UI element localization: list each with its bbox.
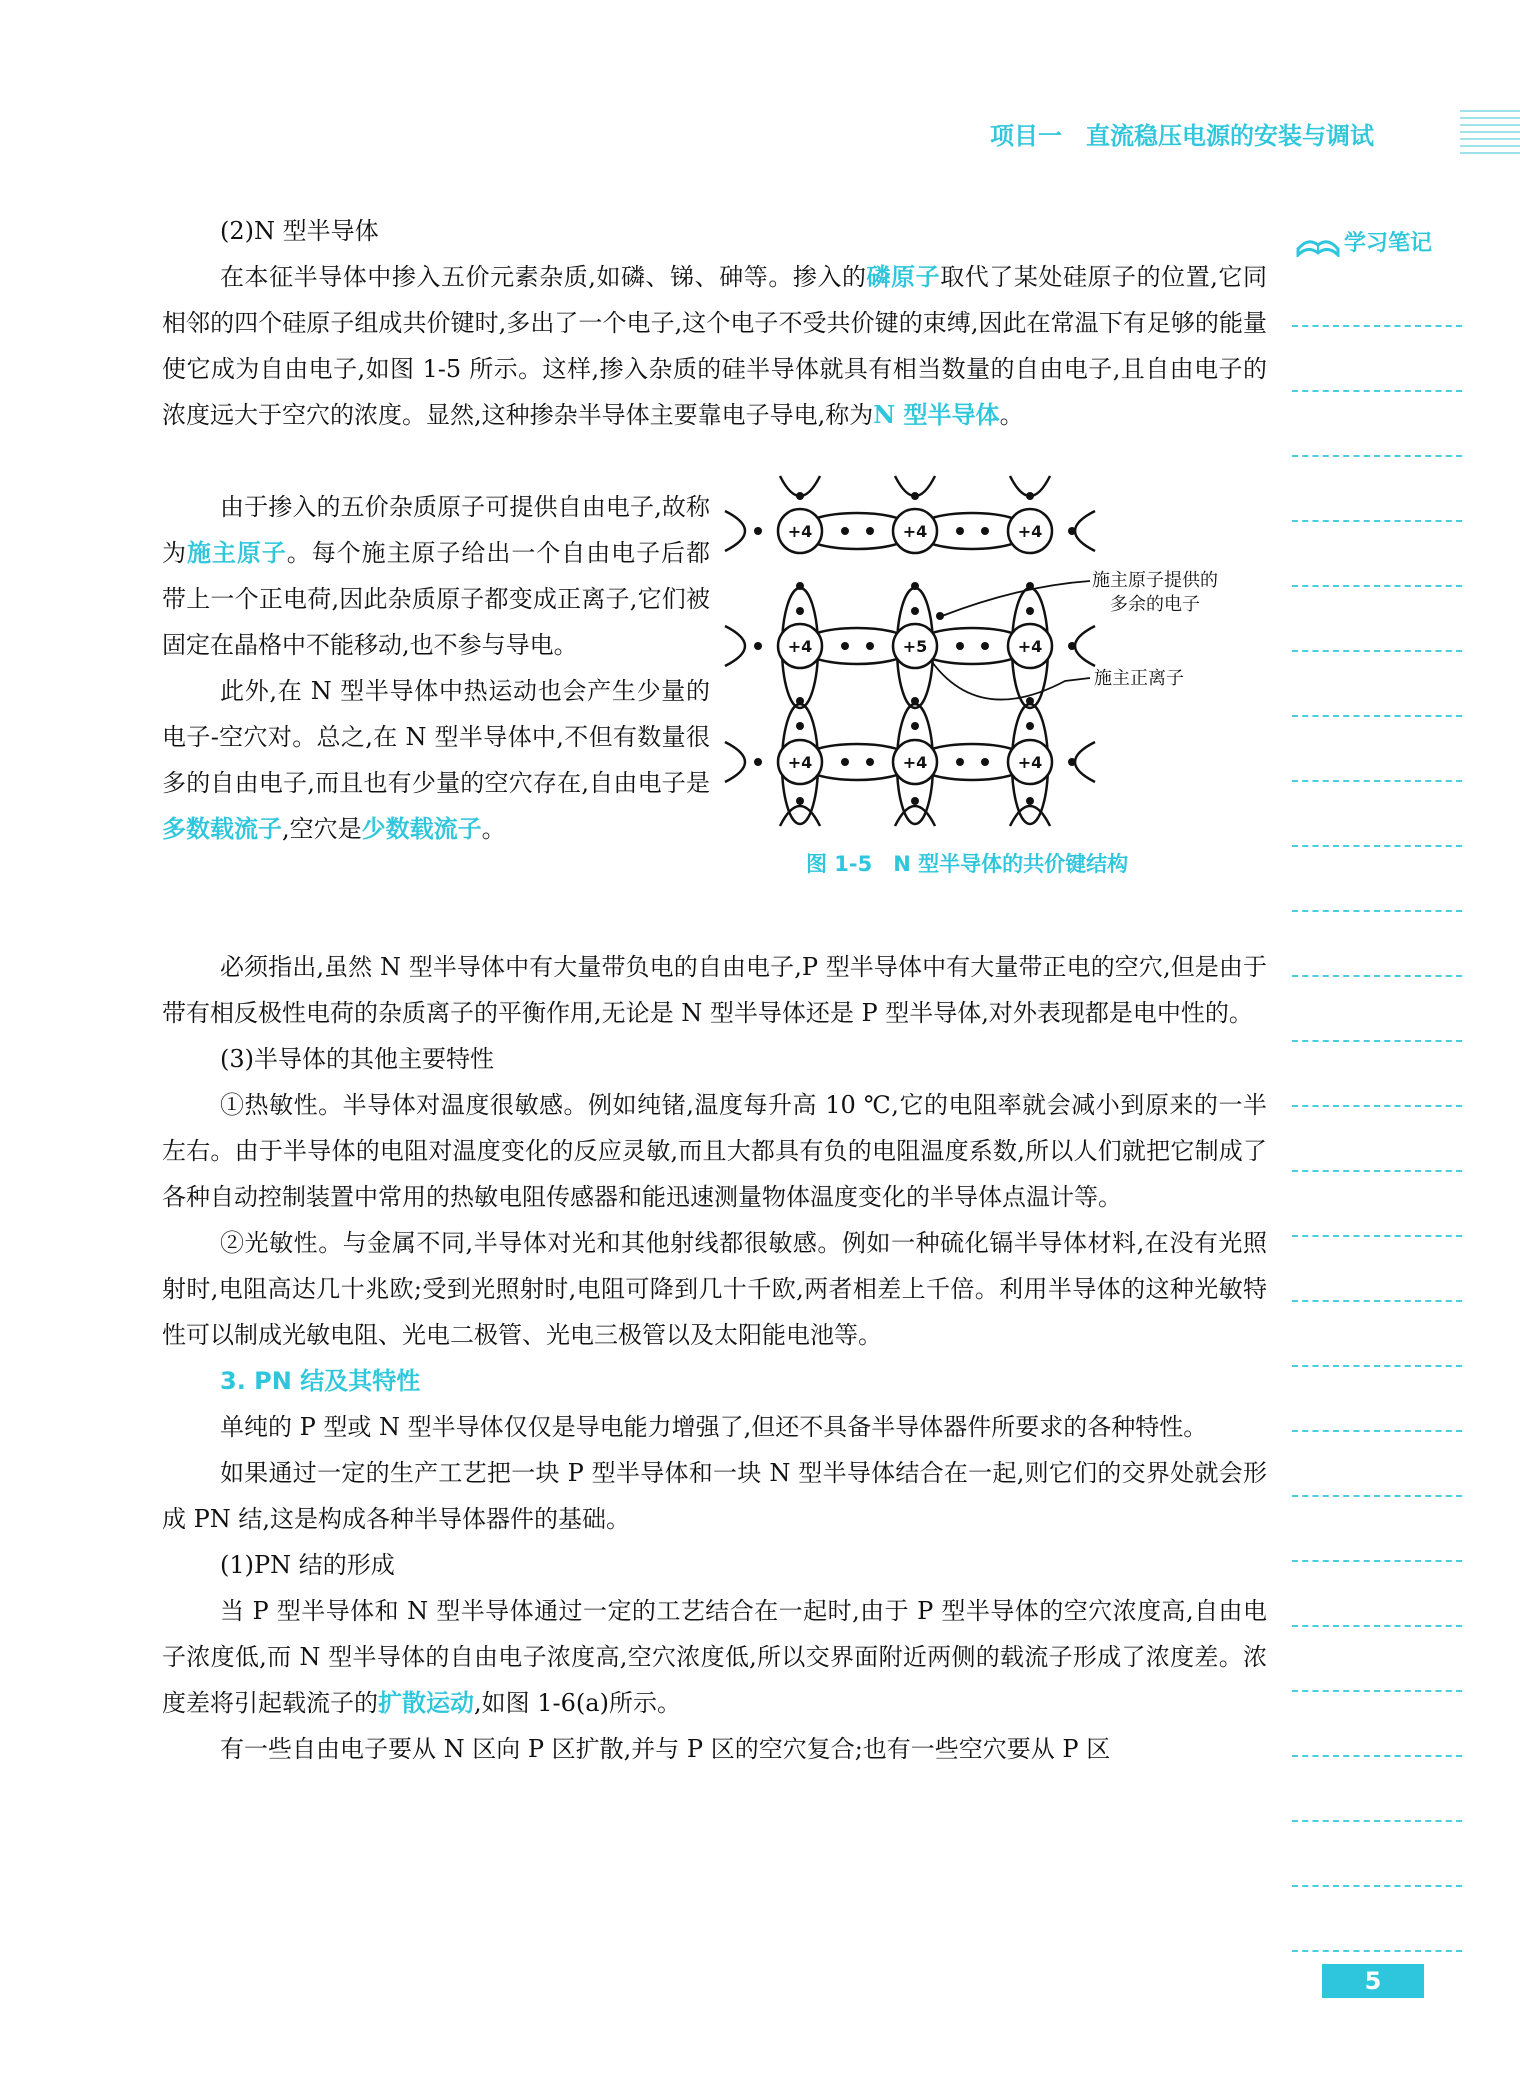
note-line	[1292, 1235, 1462, 1237]
text: 。每个施主原子给出一个自由电子后都带上一个正电荷,因此杂质原子都变成正离子,它们被固定在晶格中不能移动,也不参与导电。	[162, 539, 711, 659]
paragraph	[162, 1588, 1267, 1726]
atom-label: +4	[902, 522, 928, 541]
note-line	[1292, 325, 1462, 327]
running-header: 项目一 直流稳压电源的安装与调试	[990, 122, 1374, 150]
note-line	[1292, 715, 1462, 717]
text: ,如图 1-6(a)所示。	[474, 1689, 681, 1717]
term-n-type: N 型半导体	[873, 400, 1000, 429]
section-n-type	[162, 208, 1267, 438]
label-extra-electron-2: 多余的电子	[1110, 594, 1200, 615]
paragraph	[162, 668, 710, 852]
text: 在本征半导体中掺入五价元素杂质,如磷、锑、砷等。掺入的	[220, 263, 867, 291]
header-decoration	[1460, 110, 1520, 158]
page-number: 5	[1322, 1964, 1424, 1998]
study-notes-text: 学习笔记	[1344, 231, 1433, 256]
paragraph: 有一些自由电子要从 N 区向 P 区扩散,并与 P 区的空穴复合;也有一些空穴要从 P 区	[220, 1735, 1111, 1763]
note-line	[1292, 1950, 1462, 1952]
note-line	[1292, 1365, 1462, 1367]
heading-n-type: (2)N 型半导体	[220, 217, 379, 245]
paragraph: 必须指出,虽然 N 型半导体中有大量带负电的自由电子,P 型半导体中有大量带正电的空穴,但是由于带有相反极性电荷的杂质离子的平衡作用,无论是 N 型半导体还是 P 型半导体,对外表现都是电中性的。	[162, 953, 1267, 1027]
note-line	[1292, 520, 1462, 522]
text: 取代了某处硅原子的位置,它同相邻的四个硅原子组成共价键时,多出了一个电子,这个电子不受共价键的束缚,因此在常温下有足够的能量使它成为自由电子,如图 1-5 所示。这样,掺入杂质的硅半导体就具有相当数量的自由电子,且自由电子的浓度远大于空穴的浓度。显然,这种掺杂半导体主要靠电子导电,称为	[162, 263, 1267, 429]
note-line	[1292, 455, 1462, 457]
section-continued	[162, 944, 1267, 1772]
atom-label: +4	[902, 753, 928, 772]
paragraph	[162, 254, 1267, 438]
atom-label: +4	[1017, 753, 1043, 772]
paragraph: 如果通过一定的生产工艺把一块 P 型半导体和一块 N 型半导体结合在一起,则它们的交界处就会形成 PN 结,这是构成各种半导体器件的基础。	[162, 1459, 1267, 1533]
atom-label: +5	[902, 637, 928, 656]
note-line	[1292, 1690, 1462, 1692]
term-phosphorus-atom: 磷原子	[866, 262, 941, 291]
note-line	[1292, 780, 1462, 782]
note-line	[1292, 1170, 1462, 1172]
text: 由于掺入的五价杂质原子可提供自由电子,故称为	[162, 493, 710, 567]
atom-label: +4	[1017, 637, 1043, 656]
paragraph-thermal: ①热敏性。半导体对温度很敏感。例如纯锗,温度每升高 10 ℃,它的电阻率就会减小到原来的一半左右。由于半导体的电阻对温度变化的反应灵敏,而且大都具有负的电阻温度系数,所以人们就把它制成了各种自动控制装置中常用的热敏电阻传感器和能迅速测量物体温度变化的半导体点温计等。	[162, 1091, 1267, 1211]
term-diffusion: 扩散运动	[378, 1688, 474, 1717]
term-minority-carrier: 少数载流子	[361, 814, 482, 843]
note-line	[1292, 975, 1462, 977]
atom-label: +4	[787, 637, 813, 656]
text: 。	[999, 401, 1024, 429]
heading-pn-formation: (1)PN 结的形成	[220, 1551, 395, 1579]
note-line	[1292, 390, 1462, 392]
note-line	[1292, 845, 1462, 847]
notebook-icon	[1296, 227, 1340, 257]
note-line	[1292, 650, 1462, 652]
note-line	[1292, 1560, 1462, 1562]
note-line	[1292, 585, 1462, 587]
term-donor-atom: 施主原子	[186, 538, 287, 567]
note-line	[1292, 1755, 1462, 1757]
label-extra-electron-1: 施主原子提供的	[1092, 570, 1218, 591]
atom-label: +4	[787, 522, 813, 541]
text: 当 P 型半导体和 N 型半导体通过一定的工艺结合在一起时,由于 P 型半导体的空穴浓度高,自由电子浓度低,而 N 型半导体的自由电子浓度高,空穴浓度低,所以交界面附近两侧的载流子形成了浓度差。浓度差将引起载流子的	[162, 1597, 1267, 1717]
leader-line	[932, 662, 1090, 700]
study-notes-label	[1296, 226, 1432, 257]
note-line	[1292, 1300, 1462, 1302]
figure-caption: 图 1-5 N 型半导体的共价键结构	[806, 852, 1129, 876]
atom-label: +4	[1017, 522, 1043, 541]
note-line	[1292, 1430, 1462, 1432]
note-line	[1292, 1040, 1462, 1042]
paragraph	[162, 484, 710, 668]
note-line	[1292, 910, 1462, 912]
atom-label: +4	[787, 753, 813, 772]
note-line	[1292, 1820, 1462, 1822]
label-donor-ion: 施主正离子	[1094, 668, 1184, 689]
note-line	[1292, 1885, 1462, 1887]
heading-other-properties: (3)半导体的其他主要特性	[220, 1045, 494, 1073]
heading-pn-junction: 3. PN 结及其特性	[220, 1367, 421, 1395]
text: ,空穴是	[282, 815, 362, 843]
figure-1-5	[720, 466, 1280, 840]
note-line	[1292, 1105, 1462, 1107]
paragraph: 单纯的 P 型或 N 型半导体仅仅是导电能力增强了,但还不具备半导体器件所要求的各种特性。	[220, 1413, 1208, 1441]
text: 。	[481, 815, 506, 843]
paragraph-photo: ②光敏性。与金属不同,半导体对光和其他射线都很敏感。例如一种硫化镉半导体材料,在没有光照射时,电阻高达几十兆欧;受到光照射时,电阻可降到几十千欧,两者相差上千倍。利用半导体的这种光敏特性可以制成光敏电阻、光电二极管、光电三极管以及太阳能电池等。	[162, 1229, 1267, 1349]
crystal-lattice-diagram	[720, 466, 1280, 836]
text: 此外,在 N 型半导体中热运动也会产生少量的电子-空穴对。总之,在 N 型半导体中,不但有数量很多的自由电子,而且也有少量的空穴存在,自由电子是	[162, 677, 710, 797]
wrapped-text	[162, 484, 710, 852]
note-line	[1292, 1495, 1462, 1497]
term-majority-carrier: 多数载流子	[162, 814, 282, 843]
note-line	[1292, 1625, 1462, 1627]
